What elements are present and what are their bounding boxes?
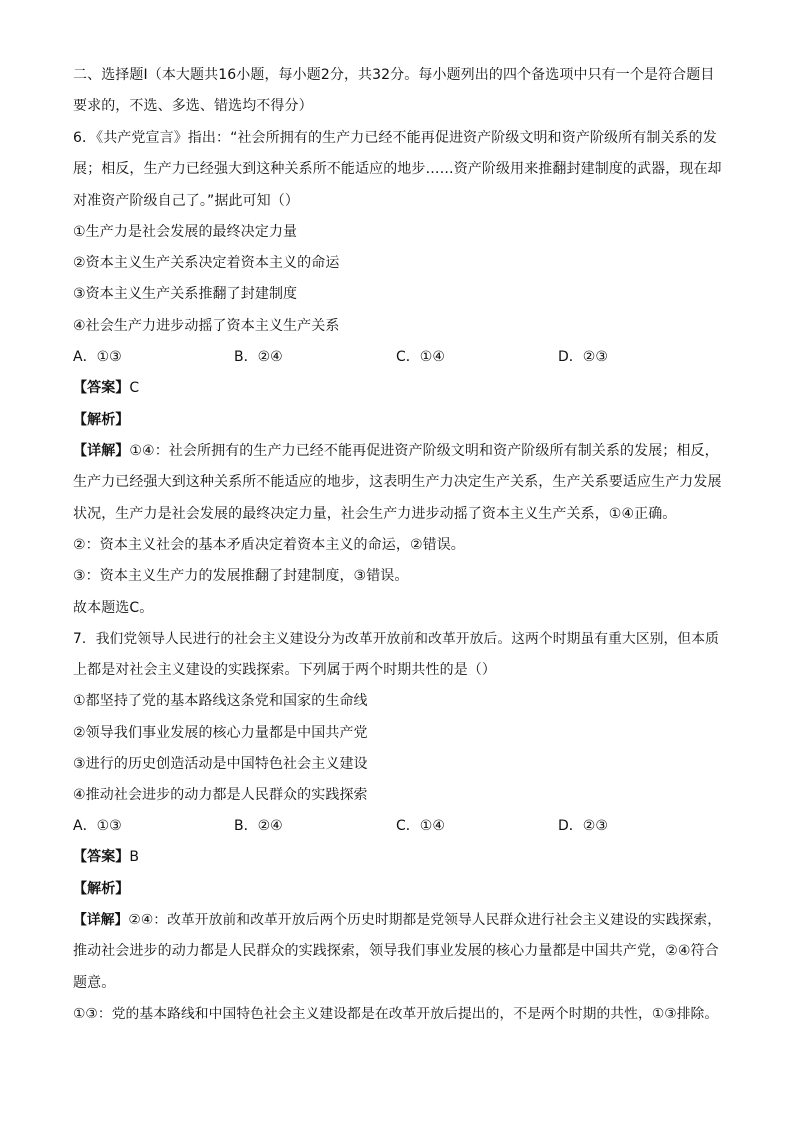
q6-detail-tag: 【详解】 <box>73 443 130 459</box>
q6-stem-line-1: 6．《共产党宣言》指出：“社会所拥有的生产力已经不能再促进资产阶级文明和资产阶级所有制关系的发 <box>73 130 717 146</box>
q6-stem-line-2: 展；相反，生产力已经强大到这种关系所不能适应的地步……资产阶级用来推翻封建制度的武器，现在却 <box>73 161 722 177</box>
q6-item-2: ②资本主义生产关系决定着资本主义的命运 <box>73 255 340 271</box>
q7-option-d: D．②③ <box>558 818 608 834</box>
q6-item-1: ①生产力是社会发展的最终决定力量 <box>73 224 298 240</box>
q7-stem-line-2: 上都是对社会主义建设的实践探索。下列属于两个时期共性的是（） <box>73 662 496 678</box>
q6-option-b: B．②④ <box>234 349 283 365</box>
q7-item-1: ①都坚持了党的基本路线这条党和国家的生命线 <box>73 693 368 709</box>
q6-answer-line <box>73 379 723 397</box>
q6-answer-value: C <box>129 380 140 396</box>
q7-answer-value: B <box>129 849 140 865</box>
q7-item-3: ③进行的历史创造活动是中国特色社会主义建设 <box>73 756 368 772</box>
q7-stem-line-1: 7．我们党领导人民进行的社会主义建设分为改革开放前和改革开放后。这两个时期虽有重大区别，但本质 <box>73 631 719 647</box>
q7-answer-line <box>73 848 723 866</box>
section-header-line-1: 二、选择题Ⅰ（本大题共16小题，每小题2分，共32分。每小题列出的四个备选项中只有一个是符合题目 <box>73 67 715 83</box>
q6-detail-line-1 <box>73 442 723 460</box>
q7-option-b: B．②④ <box>234 818 283 834</box>
q7-detail-text-1: ②④：改革开放前和改革开放后两个历史时期都是党领导人民群众进行社会主义建设的实践探索， <box>128 912 722 928</box>
q6-option-d: D．②③ <box>558 349 608 365</box>
q7-item-2: ②领导我们事业发展的核心力量都是中国共产党 <box>73 725 368 741</box>
q7-detail-tag: 【详解】 <box>73 912 129 928</box>
q6-item-4: ④社会生产力进步动摇了资本主义生产关系 <box>73 318 340 334</box>
q6-option-c: C．①④ <box>396 349 445 365</box>
q6-detail-line-3: 状况，生产力是社会发展的最终决定力量，社会生产力进步动摇了资本主义生产关系，①④正确。 <box>73 506 677 522</box>
q6-conclusion: 故本题选C。 <box>73 600 154 616</box>
q7-detail-line-3: 题意。 <box>73 975 116 991</box>
q6-answer-tag: 【答案】 <box>73 380 130 396</box>
section-header-line-2: 要求的，不选、多选、错选均不得分） <box>73 98 313 114</box>
q6-detail-line-2: 生产力已经强大到这种关系所不能适应的地步，这表明生产力决定生产关系，生产关系要适应生产力发展 <box>73 474 722 490</box>
q7-item-4: ④推动社会进步的动力都是人民群众的实践探索 <box>73 787 368 803</box>
q7-detail-line-1 <box>73 911 723 929</box>
q6-stem-line-3: 对准资产阶级自己了。”据此可知（） <box>73 193 299 209</box>
q7-detail-line-4: ①③：党的基本路线和中国特色社会主义建设都是在改革开放后提出的，不是两个时期的共性，①③排除。 <box>73 1006 719 1022</box>
q7-analysis-tag: 【解析】 <box>73 881 130 897</box>
q7-detail-line-2: 推动社会进步的动力都是人民群众的实践探索，领导我们事业发展的核心力量都是中国共产党，②④符合 <box>73 943 719 959</box>
q6-item-3: ③资本主义生产关系推翻了封建制度 <box>73 286 298 302</box>
q6-detail-line-4: ②：资本主义社会的基本矛盾决定着资本主义的命运，②错误。 <box>73 537 465 553</box>
q6-detail-text-1: ①④：社会所拥有的生产力已经不能再促进资产阶级文明和资产阶级所有制关系的发展；相反， <box>129 443 719 459</box>
q6-analysis-tag: 【解析】 <box>73 412 130 428</box>
q6-detail-line-5: ③：资本主义生产力的发展推翻了封建制度，③错误。 <box>73 568 409 584</box>
q7-option-c: C．①④ <box>396 818 445 834</box>
q7-option-a: A．①③ <box>73 818 122 834</box>
q6-option-a: A．①③ <box>73 349 122 365</box>
q7-answer-tag: 【答案】 <box>73 849 130 865</box>
